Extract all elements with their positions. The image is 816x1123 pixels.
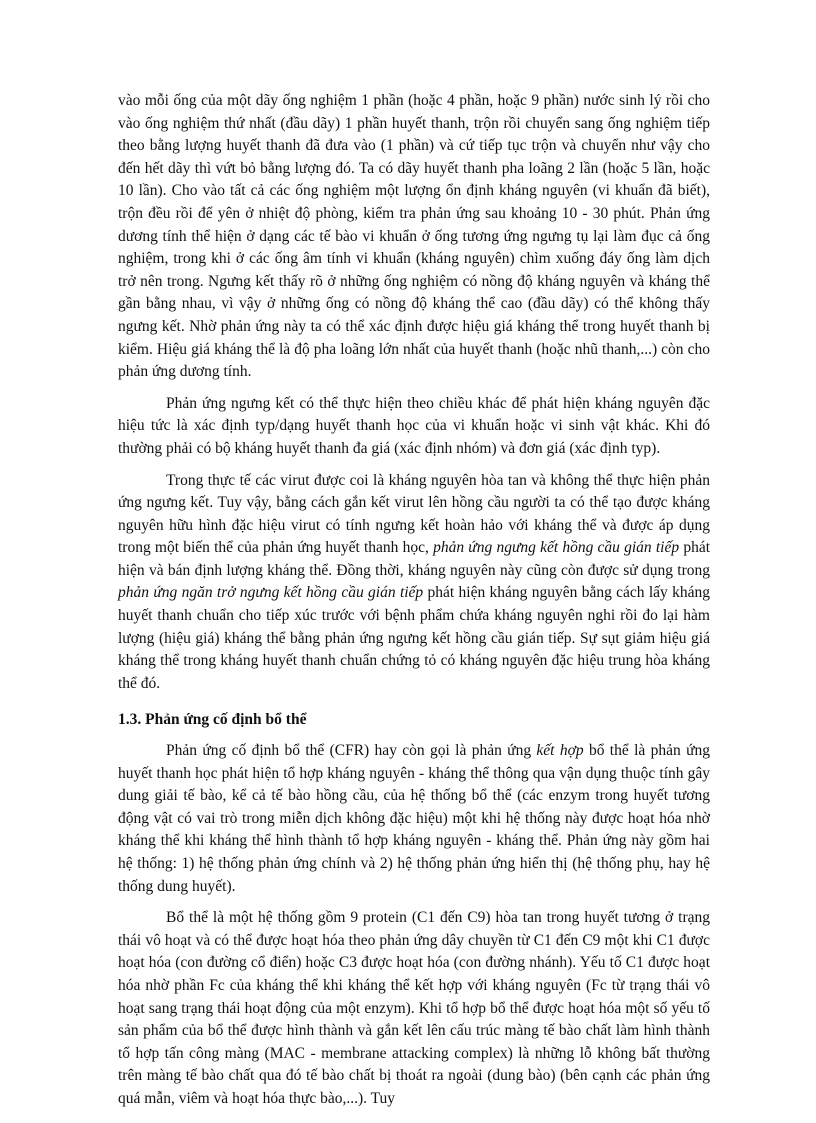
- paragraph-complement-fixation: [118, 740, 710, 898]
- italic-term-indirect-hemagglutination: phản ứng ngưng kết hồng cầu gián tiếp: [433, 539, 680, 557]
- italic-term-hemagglutination-inhibition: phản ứng ngăn trở ngưng kết hồng cầu gián tiếp: [118, 584, 424, 602]
- section-heading: 1.3. Phản ứng cố định bổ thể: [118, 711, 307, 729]
- paragraph-reverse-agglutination: Phản ứng ngưng kết có thể thực hiện theo chiều khác để phát hiện kháng nguyên đặc hiệu tức là xác định typ/dạng huyết thanh học của vi khuẩn hoặc vi sinh vật khác. Khi đó thường phải có bộ kháng huyết thanh đa giá (xác định nhóm) và đơn giá (xác định typ).: [118, 394, 710, 457]
- text-segment: bổ thể là phản ứng huyết thanh học phát hiện tổ hợp kháng nguyên - kháng thể thông qua vận dụng thuộc tính gây dung giải tế bào, kể cả tế bào hồng cầu, của hệ thống bổ thể (các enzym trong huyết tương động vật có vai trò trong miễn dịch không đặc hiệu) một khi hệ thống này được hoạt hóa nhờ kháng thể khi kháng thể hình thành tổ hợp kháng nguyên - kháng thể. Phản ứng này gồm hai hệ thống: 1) hệ thống phản ứng chính và 2) hệ thống phản ứng hiển thị (hệ thống phụ, hay hệ thống dung huyết).: [118, 742, 710, 895]
- text-segment: phát hiện kháng nguyên bằng cách lấy kháng huyết thanh chuẩn cho tiếp xúc trước với bệnh phẩm chứa kháng nguyên nghi rồi đo lại hàm lượng (hiệu giá) kháng thể bằng phản ứng ngưng kết hồng cầu gián tiếp. Sự sụt giảm hiệu giá kháng thể trong kháng huyết thanh chuẩn chứng tỏ có kháng nguyên đặc hiệu trung hòa kháng thể đó.: [118, 584, 710, 692]
- paragraph-indirect-hemagglutination: [118, 470, 710, 696]
- text-segment: Trong thực tế các virut được coi là kháng nguyên hòa tan và không thể thực hiện phản ứng ngưng kết. Tuy vậy, bằng cách gắn kết virut lên hồng cầu người ta có thể tạo được kháng nguyên hữu hình đặc hiệu virut có tính ngưng kết hoàn hảo với kháng thể và được áp dụng trong một biến thể của phản ứng huyết thanh học,: [118, 471, 710, 557]
- text-segment: phát hiện và bán định lượng kháng thể. Đồng thời, kháng nguyên này cũng còn được sử dụng trong: [118, 539, 711, 579]
- paragraph-serial-dilution: vào mỗi ống của một dãy ống nghiệm 1 phần (hoặc 4 phần, hoặc 9 phần) nước sinh lý rồi cho vào ống nghiệm thứ nhất (đầu dãy) 1 phần huyết thanh, trộn rồi chuyển sang ống nghiệm tiếp theo bằng lượng huyết thanh đã đưa vào (1 phần) và cứ tiếp tục trộn và chuyển như vậy cho đến hết dãy thì vứt bỏ bằng lượng đó. Ta có dãy huyết thanh pha loãng 2 lần (hoặc 5 lần, hoặc 10 lần). Cho vào tất cả các ống nghiệm một lượng ổn định kháng nguyên (vi khuẩn đã biết), trộn đều rồi để yên ở nhiệt độ phòng, kiểm tra phản ứng sau khoảng 10 - 30 phút. Phản ứng dương tính thể hiện ở dạng các tế bào vi khuẩn ở ống tương ứng ngưng tụ lại làm đục cả ống nghiệm, trong khi ở các ống âm tính vi khuẩn (kháng nguyên) chìm xuống đáy ống làm dịch trở nên trong. Ngưng kết thấy rõ ở những ống nghiệm có nồng độ kháng nguyên và kháng thể gần bằng nhau, vì vậy ở những ống có nồng độ kháng thể cao (đầu dãy) có thể không thấy ngưng kết. Nhờ phản ứng này ta có thể xác định được hiệu giá kháng thể trong huyết thanh bị kiểm. Hiệu giá kháng thể là độ pha loãng lớn nhất của huyết thanh (hoặc nhũ thanh,...) còn cho phản ứng dương tính.: [118, 92, 710, 381]
- document-page: [118, 90, 710, 1111]
- text-segment: Phản ứng cố định bổ thể (CFR) hay còn gọi là phản ứng: [166, 742, 537, 760]
- paragraph-complement-system: Bổ thể là một hệ thống gồm 9 protein (C1 đến C9) hòa tan trong huyết tương ở trạng thái vô hoạt và có thể được hoạt hóa theo phản ứng dây chuyền từ C1 đến C9 một khi C1 được hoạt hóa (con đường cổ điển) hoặc C3 được hoạt hóa (con đường nhánh). Yếu tố C1 được hoạt hóa nhờ phần Fc của kháng thể khi kháng thể kết hợp với kháng nguyên (Fc từ trạng thái vô hoạt sang trạng thái hoạt động của một enzym). Khi tổ hợp bổ thể được hoạt hóa một số yếu tố sản phẩm của bổ thể được hình thành và gắn kết lên cấu trúc màng tế bào chất làm hình thành tổ hợp tấn công màng (MAC - membrane attacking complex) là những lỗ không bất thường trên màng tế bào chất qua đó tế bào chất bị thoát ra ngoài (dung bào) (bên cạnh các phản ứng quá mẫn, viêm và hoạt hóa thực bào,...). Tuy: [118, 909, 710, 1107]
- italic-term-ket-hop: kết hợp: [536, 742, 584, 760]
